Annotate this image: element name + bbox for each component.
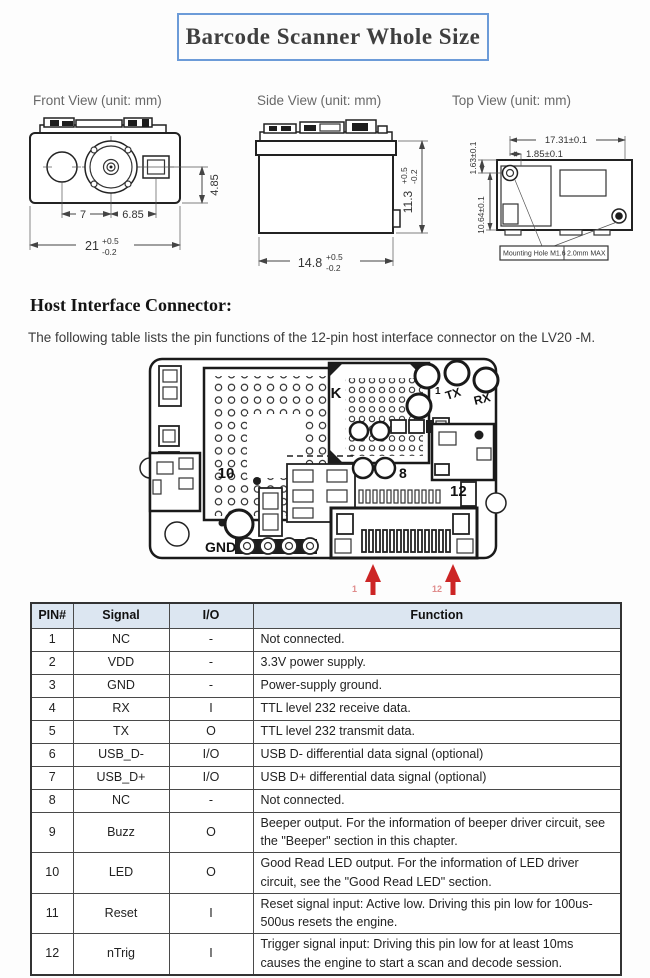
cell-signal: Reset (73, 893, 169, 934)
front-top-assembly (40, 118, 166, 133)
pcb-label-10: 10 (217, 465, 235, 482)
cell-signal: RX (73, 697, 169, 720)
side-w-tol-plus: +0.5 (326, 252, 343, 262)
table-row (31, 651, 621, 674)
front-dim-7: 7 (79, 209, 87, 221)
cell-function: Not connected. (253, 628, 621, 651)
table-row (31, 934, 621, 975)
cell-pin: 4 (31, 697, 73, 720)
top-view-label: Top View (unit: mm) (452, 93, 572, 108)
cell-io: I/O (169, 743, 253, 766)
pcb-label-8: 8 (399, 465, 407, 481)
top-dim-top: 1.63±0.1 (468, 141, 478, 175)
top-dim-width: 17.31±0.1 (544, 135, 588, 146)
col-header-signal: Signal (73, 603, 169, 628)
cell-io: I/O (169, 766, 253, 789)
side-view-drawing (246, 110, 436, 278)
cell-signal: Buzz (73, 812, 169, 853)
cell-pin: 5 (31, 720, 73, 743)
cell-signal: GND (73, 674, 169, 697)
col-header-function: Function (253, 603, 621, 628)
table-row (31, 743, 621, 766)
top-dim-offset: 1.85±0.1 (526, 149, 563, 160)
table-row (31, 812, 621, 853)
cell-pin: 10 (31, 853, 73, 894)
cell-pin: 9 (31, 812, 73, 853)
table-row (31, 674, 621, 697)
pcb-arrow-label-1: 1 (352, 584, 358, 594)
table-row (31, 893, 621, 934)
col-header-pin: PIN# (31, 603, 73, 628)
side-w-tol-minus: -0.2 (326, 263, 341, 273)
table-row (31, 789, 621, 812)
cell-function: Beeper output. For the information of beeper driver circuit, see the "Beeper" section in this chapter. (253, 812, 621, 853)
pcb-label-12: 12 (450, 483, 467, 500)
side-dim-113: 11.3 (401, 190, 415, 214)
side-top-assembly (260, 120, 392, 141)
front-dim-21: 21 (85, 239, 99, 253)
page-title: Barcode Scanner Whole Size (185, 24, 481, 49)
cell-pin: 2 (31, 651, 73, 674)
pcb-label-gnd: GND (205, 539, 237, 555)
cell-signal: NC (73, 789, 169, 812)
cell-io: I (169, 934, 253, 975)
pcb-diagram (147, 356, 503, 601)
front-tol-plus: +0.5 (102, 236, 119, 246)
section-description: The following table lists the pin functions of the 12-pin host interface connector on the LV20 -M. (28, 330, 596, 345)
side-body (256, 141, 400, 233)
cell-function: Trigger signal input: Driving this pin low for at least 10ms causes the engine to start a scan and decode session. (253, 934, 621, 975)
cell-pin: 12 (31, 934, 73, 975)
pcb-label-k: K (330, 385, 342, 402)
table-row (31, 720, 621, 743)
table-header-row (31, 603, 621, 628)
cell-signal: NC (73, 628, 169, 651)
cell-function: Power-supply ground. (253, 674, 621, 697)
pin-function-table (30, 602, 622, 976)
cell-function: Not connected. (253, 789, 621, 812)
side-view-label: Side View (unit: mm) (257, 93, 382, 108)
cell-io: O (169, 812, 253, 853)
cell-function: TTL level 232 receive data. (253, 697, 621, 720)
top-dim-height: 10.64±0.1 (476, 196, 486, 234)
cell-function: TTL level 232 transmit data. (253, 720, 621, 743)
cell-io: I (169, 697, 253, 720)
cell-io: - (169, 651, 253, 674)
pcb-label-rx: RX (472, 390, 492, 408)
cell-io: - (169, 628, 253, 651)
cell-io: O (169, 853, 253, 894)
cell-signal: TX (73, 720, 169, 743)
pcb-arrow-label-12: 12 (432, 584, 443, 594)
cell-signal: USB_D- (73, 743, 169, 766)
cell-pin: 1 (31, 628, 73, 651)
pcb-label-tx: TX (443, 384, 463, 403)
cell-pin: 3 (31, 674, 73, 697)
title-box (177, 13, 489, 61)
mounting-hole-label: Mounting Hole M1.6 (503, 250, 566, 258)
cell-signal: LED (73, 853, 169, 894)
cell-function: Reset signal input: Active low. Driving this pin low for 100us-500us resets the engine. (253, 893, 621, 934)
max-depth-label: 2.0mm MAX (567, 250, 606, 258)
cell-function: USB D- differential data signal (optional) (253, 743, 621, 766)
pcb-pin-arrows (352, 564, 461, 595)
cell-signal: nTrig (73, 934, 169, 975)
front-view-label: Front View (unit: mm) (33, 93, 162, 108)
table-row (31, 853, 621, 894)
section-heading: Host Interface Connector: (30, 295, 232, 315)
cell-pin: 6 (31, 743, 73, 766)
cell-signal: VDD (73, 651, 169, 674)
side-h-tol-minus: -0.2 (409, 169, 419, 184)
cell-pin: 7 (31, 766, 73, 789)
table-row (31, 628, 621, 651)
top-view-drawing (442, 108, 647, 266)
col-header-io: I/O (169, 603, 253, 628)
pcb-label-1: 1 (435, 386, 441, 397)
cell-function: Good Read LED output. For the information of LED driver circuit, see the "Good Read LED" section. (253, 853, 621, 894)
front-view-drawing (16, 110, 241, 260)
table-row (31, 697, 621, 720)
cell-io: I (169, 893, 253, 934)
cell-io: - (169, 674, 253, 697)
cell-io: - (169, 789, 253, 812)
front-tol-minus: -0.2 (102, 247, 117, 257)
side-dim-148: 14.8 (297, 256, 323, 270)
cell-pin: 11 (31, 893, 73, 934)
cell-pin: 8 (31, 789, 73, 812)
cell-signal: USB_D+ (73, 766, 169, 789)
front-dim-685: 6.85 (122, 209, 144, 221)
side-h-tol-plus: +0.5 (399, 167, 409, 184)
table-row (31, 766, 621, 789)
pcb-gnd-pads (205, 538, 318, 555)
front-body (30, 133, 180, 203)
cell-function: 3.3V power supply. (253, 651, 621, 674)
front-dim-485: 4.85 (209, 174, 221, 196)
cell-io: O (169, 720, 253, 743)
cell-function: USB D+ differential data signal (optional) (253, 766, 621, 789)
